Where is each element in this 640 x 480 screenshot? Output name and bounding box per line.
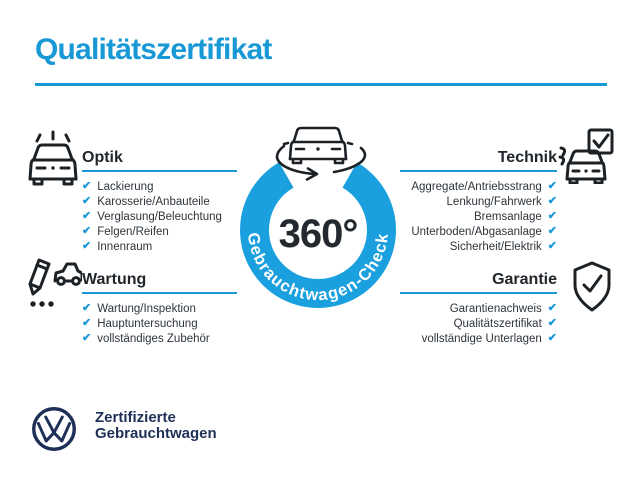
list-item (411, 179, 557, 194)
check-icon: ✔ (547, 225, 557, 237)
list-item-label: vollständiges Zubehör (97, 332, 210, 345)
list-item (82, 331, 210, 346)
list-item (82, 209, 222, 224)
list-item-label: Wartung/Inspektion (97, 302, 196, 315)
ring-label: Gebrauchtwagen-Check (243, 231, 393, 305)
degree-label: 360° (278, 212, 358, 256)
check-icon: ✔ (547, 180, 557, 192)
title-underline (35, 83, 607, 86)
list-item-label: Qualitätszertifikat (453, 317, 542, 330)
list-item-label: Unterboden/Abgasanlage (411, 225, 542, 238)
section-heading-garantie: Garantie (492, 271, 557, 288)
list-item-label: Garantienachweis (449, 302, 542, 315)
vw-logo (31, 406, 77, 457)
check-icon: ✔ (547, 195, 557, 207)
car-shine-icon (26, 130, 80, 186)
section-rule-wartung (82, 292, 237, 294)
check-icon: ✔ (82, 332, 92, 344)
list-item-label: Sicherheit/Elektrik (449, 240, 542, 253)
section-rule-optik (82, 170, 237, 172)
list-item (411, 224, 557, 239)
checklist-wartung (82, 301, 210, 346)
list-item (82, 301, 210, 316)
list-item-label: vollständige Unterlagen (421, 332, 542, 345)
list-item (450, 239, 557, 254)
list-item (474, 209, 557, 224)
list-item (82, 179, 222, 194)
brand-line-2: Gebrauchtwagen (95, 425, 217, 442)
list-item (454, 316, 557, 331)
check-icon: ✔ (82, 195, 92, 207)
list-item-label: Bremsanlage (474, 210, 542, 223)
list-item (447, 194, 557, 209)
check-icon: ✔ (82, 180, 92, 192)
list-item (82, 239, 222, 254)
check-icon: ✔ (547, 317, 557, 329)
list-item-label: Lackierung (97, 180, 154, 193)
list-item-label: Felgen/Reifen (97, 225, 169, 238)
section-heading-optik: Optik (82, 149, 123, 166)
check-icon: ✔ (547, 302, 557, 314)
section-heading-wartung: Wartung (82, 271, 147, 288)
check-icon: ✔ (82, 240, 92, 252)
brand-line-1: Zertifizierte (95, 409, 176, 426)
check-icon: ✔ (82, 210, 92, 222)
list-item (82, 316, 210, 331)
list-item-label: Karosserie/Anbauteile (97, 195, 210, 208)
check-icon: ✔ (82, 317, 92, 329)
list-item-label: Verglasung/Beleuchtung (97, 210, 222, 223)
check-icon: ✔ (547, 210, 557, 222)
car-emblem-dot (316, 147, 319, 150)
list-item-label: Aggregate/Antriebsstrang (411, 180, 542, 193)
page-title: Qualitätszertifikat (35, 33, 272, 66)
pencil-checklist-car-icon (26, 257, 82, 313)
section-rule-technik (400, 170, 557, 172)
section-rule-garantie (400, 292, 557, 294)
list-item-label: Lenkung/Fahrwerk (446, 195, 542, 208)
car-checkbox-icon (558, 128, 614, 184)
360-degree-check-badge (228, 112, 422, 324)
check-icon: ✔ (82, 225, 92, 237)
brand-wordmark (95, 410, 217, 442)
check-icon: ✔ (82, 302, 92, 314)
list-item (422, 331, 557, 346)
list-item (450, 301, 557, 316)
check-icon: ✔ (547, 240, 557, 252)
list-item (82, 224, 222, 239)
section-heading-technik: Technik (497, 149, 557, 166)
checklist-optik (82, 179, 222, 254)
list-item (82, 194, 222, 209)
list-item-label: Innenraum (97, 240, 153, 253)
list-item-label: Hauptuntersuchung (97, 317, 198, 330)
shield-check-icon (572, 261, 612, 313)
check-icon: ✔ (547, 332, 557, 344)
